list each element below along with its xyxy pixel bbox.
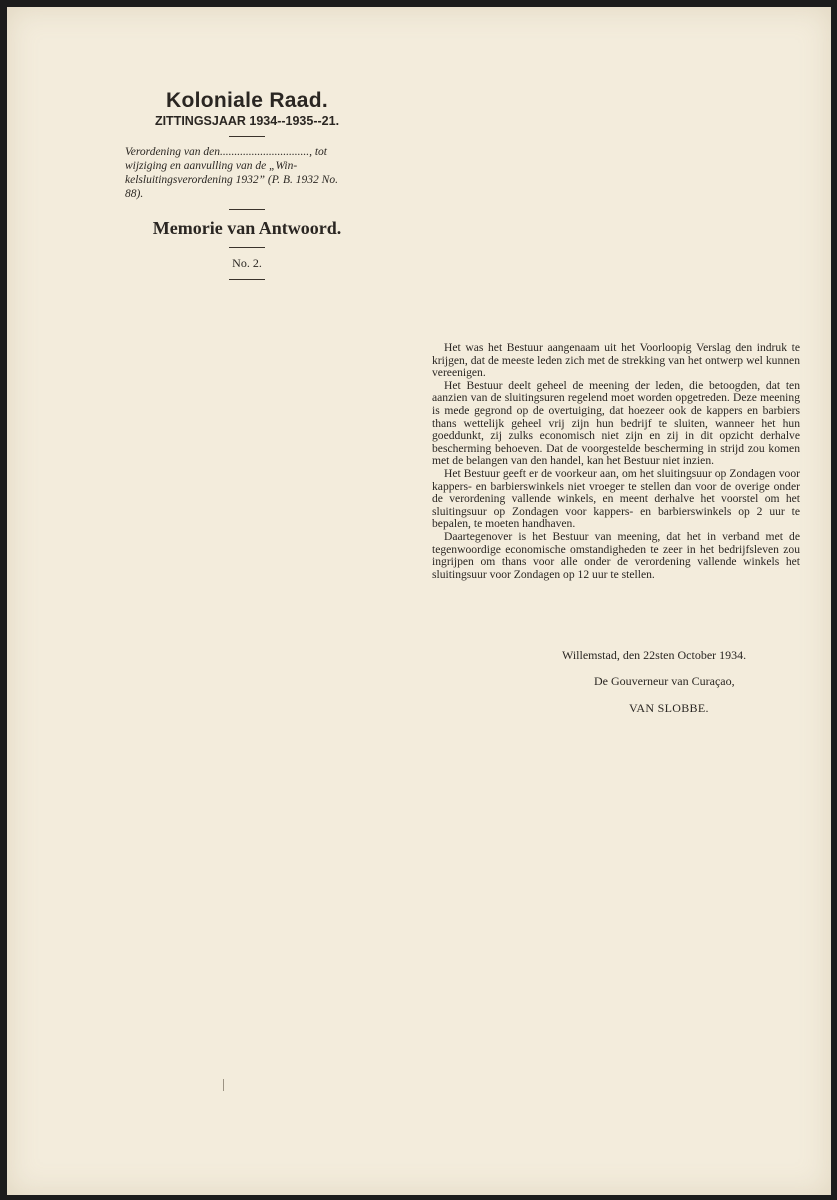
council-title: Koloniale Raad.	[165, 89, 329, 112]
divider	[229, 279, 265, 280]
paragraph: Daartegenover is het Bestuur van meening, dat het in verband met de tegenwoordige economische omstandigheden te zeer in het bedrijfsleven zou ingrijpen om thans voor alle onder de verordening vallende winkels het sluitingsuur voor Zondagen op 12 uur te stellen.	[432, 529, 800, 581]
divider	[229, 136, 265, 137]
regulation-description: Verordening van den..............................., tot wijziging en aanvulling van de „Win-kelsluitingsverordening 1932” (P. B. 1932 No. 88).	[125, 146, 338, 200]
divider	[229, 209, 265, 210]
governor-title: De Gouverneur van Curaçao,	[594, 674, 735, 688]
paragraph: Het Bestuur deelt geheel de meening der leden, die betoogden, dat ten aanzien van de sluitingsuren regelend moet worden opgetreden. Deze meening is mede gegrond op de overtuiging, dat hoezeer ook de kappers en barbiers thans wettelijk geheel vrij zijn hun bedrijf te sluiten, wanneer het hun goeddunkt, zij zulks economisch niet zijn en zij in dit opzicht derhalve bescherming behoeven. Dat de voorgestelde bescherming in strijd zou komen met de belangen van den handel, kan het Bestuur niet inzien.	[432, 378, 800, 468]
page-mark	[223, 1079, 224, 1091]
document-number: No. 2.	[232, 256, 262, 270]
divider	[229, 247, 265, 248]
memo-title: Memorie van Antwoord.	[152, 218, 342, 238]
session-year: ZITTINGSJAAR 1934--1935--21.	[154, 114, 340, 128]
place-date: Willemstad, den 22sten October 1934.	[562, 648, 747, 662]
memo-body	[432, 342, 800, 581]
paragraph: Het was het Bestuur aangenaam uit het Voorloopig Verslag den indruk te krijgen, dat de meeste leden zich met de strekking van het ontwerp wel kunnen vereenigen.	[432, 341, 800, 380]
signature: VAN SLOBBE.	[629, 701, 709, 715]
paragraph: Het Bestuur geeft er de voorkeur aan, om het sluitingsuur op Zondagen voor kappers- en barbierswinkels niet vroeger te stellen dan voor de overige onder de verordening vallende winkels, en meent derhalve het voorstel om het sluitingsuur op Zondagen voor kappers- en barbierswinkels op 2 uur te bepalen, te moeten handhaven.	[432, 466, 800, 531]
document-page	[7, 7, 831, 1195]
document-header	[117, 89, 377, 288]
